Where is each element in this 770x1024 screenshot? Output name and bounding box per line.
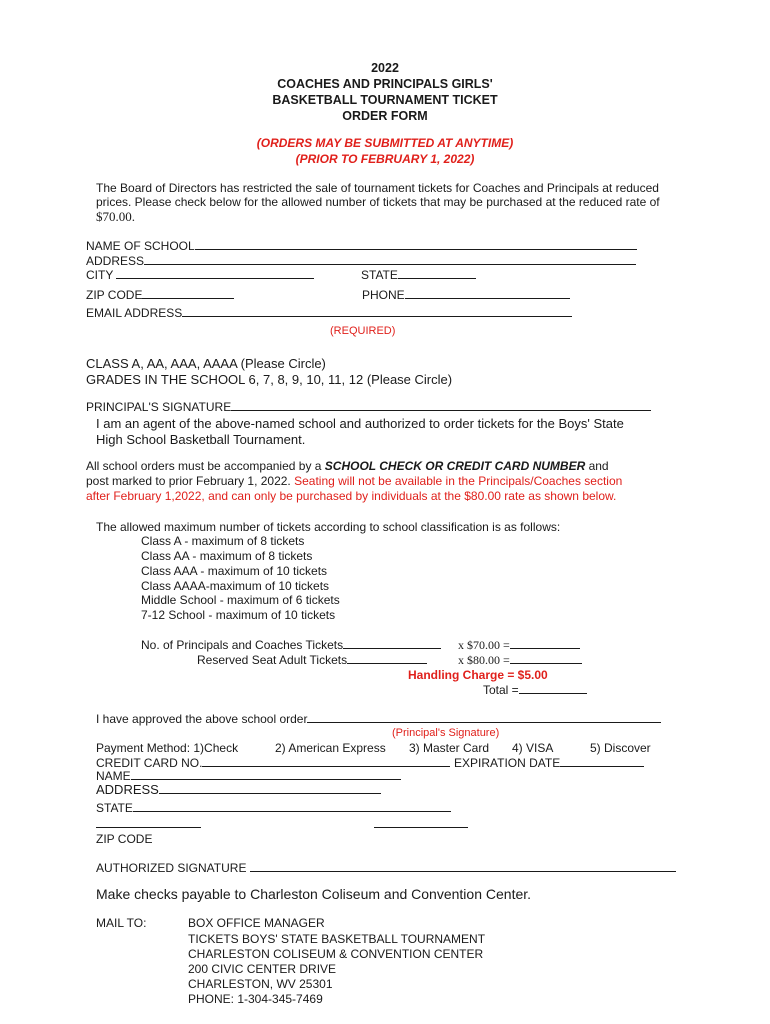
email-field[interactable] <box>86 305 572 320</box>
principal-signature-field[interactable] <box>86 399 651 414</box>
payment-method-discover[interactable]: 5) Discover <box>590 741 651 755</box>
principal-signature-label: PRINCIPAL'S SIGNATURE <box>86 400 232 414</box>
payment-emphasis: SCHOOL CHECK OR CREDIT CARD NUMBER <box>324 459 586 473</box>
payment-method-check[interactable]: Payment Method: 1)Check <box>96 741 239 755</box>
billing-address-label: ADDRESS <box>96 782 159 797</box>
billing-state-field[interactable] <box>96 800 451 815</box>
zip-label: ZIP CODE <box>86 288 143 302</box>
phone-field[interactable] <box>362 287 570 302</box>
intro-line1: The Board of Directors has restricted the sale of tournament tickets for Coaches and Principals at reduced <box>96 181 659 195</box>
payment-method-visa[interactable]: 4) VISA <box>512 741 554 755</box>
grades-circle-line[interactable]: GRADES IN THE SCHOOL 6, 7, 8, 9, 10, 11, 12 (Please Circle) <box>86 372 453 387</box>
address-label: ADDRESS <box>86 254 145 268</box>
mail-address-line: TICKETS BOYS' STATE BASKETBALL TOURNAMENT <box>188 932 486 946</box>
allowed-item: Class AAA - maximum of 10 tickets <box>141 564 328 578</box>
principals-rate-field[interactable]: x $70.00 = <box>458 637 580 653</box>
reserved-rate-field[interactable]: x $80.00 = <box>458 652 582 668</box>
form-title-line3: ORDER FORM <box>342 109 428 123</box>
billing-zip-label: ZIP CODE <box>96 832 153 846</box>
approval-label: I have approved the above school order <box>96 712 308 726</box>
authorized-signature-label: AUTHORIZED SIGNATURE <box>96 861 247 875</box>
billing-address-field[interactable] <box>96 782 381 797</box>
email-label: EMAIL ADDRESS <box>86 306 183 320</box>
submission-notice-2: (PRIOR TO FEBRUARY 1, 2022) <box>295 152 475 166</box>
handling-charge: Handling Charge = $5.00 <box>408 668 548 682</box>
total-field[interactable]: Total = <box>483 682 587 697</box>
principals-tickets-label: No. of Principals and Coaches Tickets <box>141 638 344 652</box>
form-title-line2: BASKETBALL TOURNAMENT TICKET <box>272 93 498 107</box>
intro-line3: $70.00. <box>96 209 135 224</box>
phone-label: PHONE <box>362 288 405 302</box>
cardholder-name-field[interactable] <box>96 768 401 783</box>
school-name-field[interactable] <box>86 238 637 253</box>
payment-method-amex[interactable]: 2) American Express <box>275 741 386 755</box>
expiration-label: EXPIRATION DATE <box>454 756 561 770</box>
mail-address-line: CHARLESTON COLISEUM & CONVENTION CENTER <box>188 947 484 961</box>
form-year: 2022 <box>371 61 399 75</box>
approval-field[interactable] <box>96 711 661 726</box>
allowed-item: Class AAAA-maximum of 10 tickets <box>141 579 330 593</box>
billing-state-label: STATE <box>96 801 133 815</box>
billing-zip-input[interactable] <box>96 816 201 828</box>
authorized-signature-field[interactable] <box>96 860 676 875</box>
cardholder-name-label: NAME <box>96 769 131 783</box>
allowed-item: Class AA - maximum of 8 tickets <box>141 549 313 563</box>
principal-signature-caption: (Principal's Signature) <box>392 727 500 739</box>
zip-field[interactable] <box>86 287 234 302</box>
allowed-item: Middle School - maximum of 6 tickets <box>141 593 340 607</box>
state-label: STATE <box>361 268 398 282</box>
allowed-heading: The allowed maximum number of tickets according to school classification is as follows: <box>96 520 561 534</box>
billing-extra-input[interactable] <box>374 816 468 828</box>
submission-notice-1: (ORDERS MAY BE SUBMITTED AT ANYTIME) <box>256 136 514 150</box>
orders-line2: post marked to prior February 1, 2022. Seating will not be available in the Principals/Coaches section <box>86 474 623 488</box>
agent-statement-1: I am an agent of the above-named school and authorized to order tickets for the Boys' State <box>96 416 624 431</box>
mail-address-line: 200 CIVIC CENTER DRIVE <box>188 962 337 976</box>
state-field[interactable] <box>361 267 476 282</box>
allowed-item: Class A - maximum of 8 tickets <box>141 534 305 548</box>
city-label: CITY <box>86 268 114 282</box>
form-title-line1: COACHES AND PRINCIPALS GIRLS' <box>277 77 493 91</box>
address-field[interactable] <box>86 253 636 268</box>
credit-card-label: CREDIT CARD NO. <box>96 756 203 770</box>
allowed-item: 7-12 School - maximum of 10 tickets <box>141 608 336 622</box>
school-name-label: NAME OF SCHOOL <box>86 239 195 253</box>
reserved-tickets-label: Reserved Seat Adult Tickets <box>197 653 348 667</box>
agent-statement-2: High School Basketball Tournament. <box>96 432 306 447</box>
city-field[interactable] <box>86 267 314 282</box>
intro-line2: prices. Please check below for the allowed number of tickets that may be purchased at the reduced rate of <box>96 195 660 209</box>
orders-line1: All school orders must be accompanied by a SCHOOL CHECK OR CREDIT CARD NUMBER and <box>86 459 609 473</box>
principals-tickets-field[interactable] <box>141 637 441 652</box>
orders-line3: after February 1,2022, and can only be purchased by individuals at the $80.00 rate as shown below. <box>86 489 617 503</box>
mail-phone-line: PHONE: 1-304-345-7469 <box>188 992 323 1006</box>
checks-payable-note: Make checks payable to Charleston Coliseum and Convention Center. <box>96 886 532 902</box>
mail-address-line: CHARLESTON, WV 25301 <box>188 977 333 991</box>
class-circle-line[interactable]: CLASS A, AA, AAA, AAAA (Please Circle) <box>86 356 326 371</box>
expiration-field[interactable] <box>454 755 644 770</box>
required-note: (REQUIRED) <box>330 325 396 337</box>
mail-to-label: MAIL TO: <box>96 916 147 930</box>
payment-method-mastercard[interactable]: 3) Master Card <box>409 741 490 755</box>
reserved-tickets-field[interactable] <box>197 652 427 667</box>
mail-address-line: BOX OFFICE MANAGER <box>188 916 325 930</box>
